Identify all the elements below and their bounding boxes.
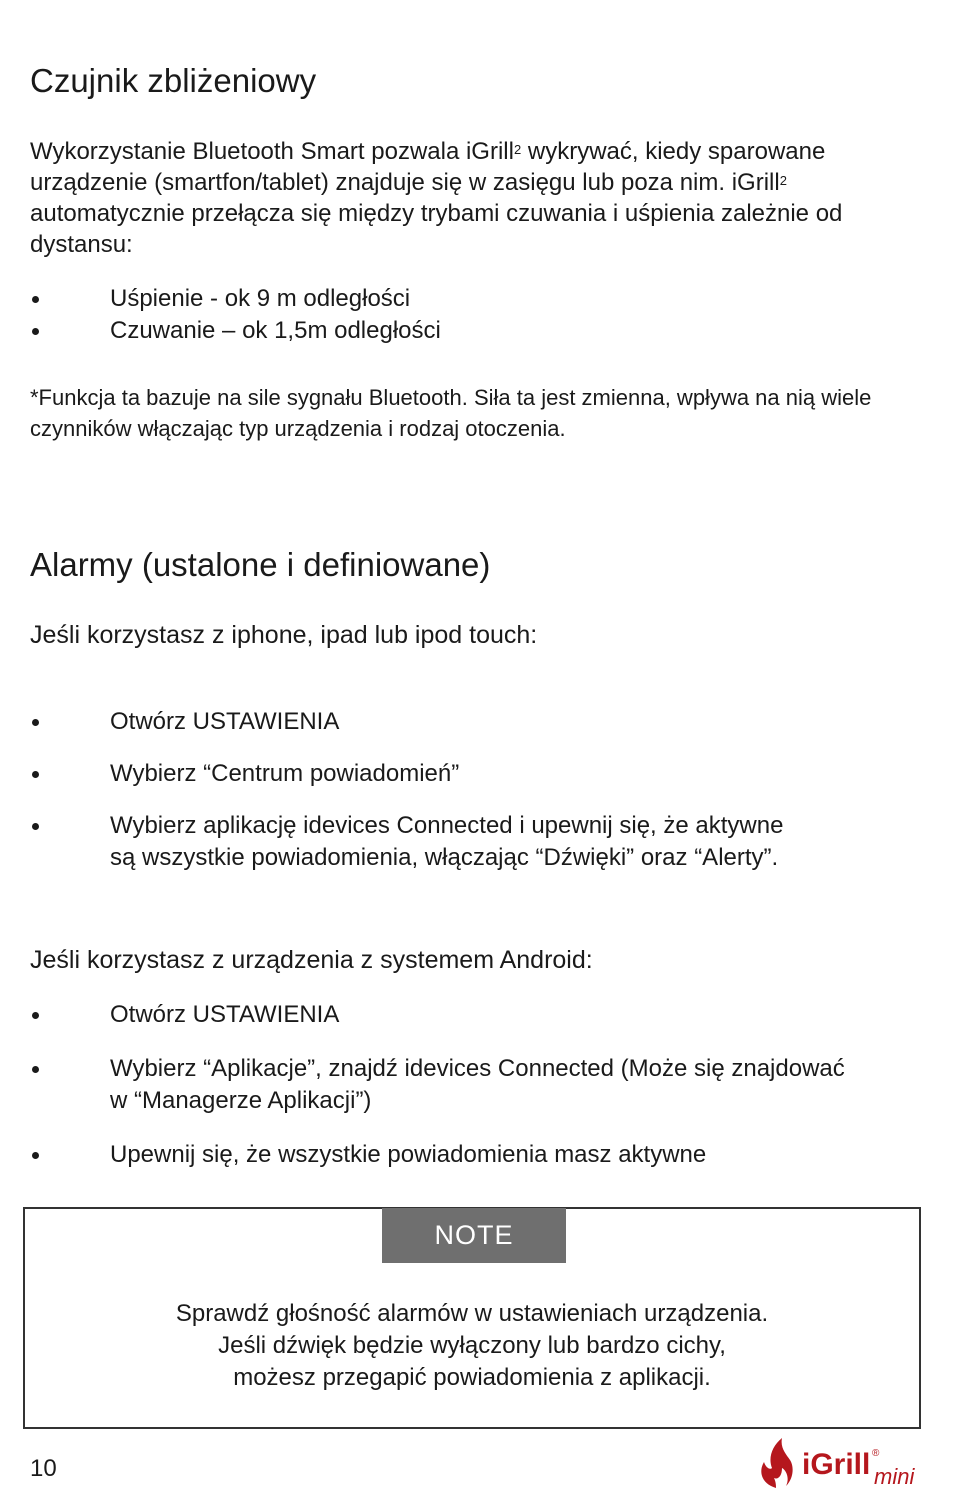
igrill-mini-logo	[756, 1432, 936, 1492]
list-item: Otwórz USTAWIENIA	[30, 999, 850, 1031]
page-number: 10	[30, 1455, 57, 1482]
list-item: Wybierz “Centrum powiadomień”	[30, 758, 850, 790]
note-line: możesz przegapić powiadomienia z aplikacji.	[233, 1364, 711, 1391]
footnote-paragraph: *Funkcja ta bazuje na sile sygnału Bluetooth. Siła ta jest zmienna, wpływa na nią wiele czynników włączając typ urządzenia i rodzaj otoczenia.	[30, 385, 872, 441]
logo-brand-text: iGrill	[802, 1448, 871, 1481]
list-item: Upewnij się, że wszystkie powiadomienia masz aktywne	[30, 1139, 850, 1171]
distance-list	[30, 283, 910, 347]
intro-sup-1: 2	[513, 142, 522, 157]
note-text	[60, 1298, 884, 1394]
note-line: Sprawdź głośność alarmów w ustawieniach urządzenia.	[175, 1300, 769, 1327]
logo-registered-mark: ®	[872, 1448, 880, 1459]
list-item: Wybierz “Aplikacje”, znajdź idevices Connected (Może się znajdować w “Managerze Aplikacji”)	[30, 1053, 850, 1117]
list-item: Czuwanie – ok 1,5m odległości	[30, 315, 910, 347]
flame-shape	[761, 1438, 792, 1488]
intro-sup-2: 2	[779, 173, 787, 188]
note-line: Jeśli dźwięk będzie wyłączony lub bardzo cichy,	[218, 1332, 726, 1359]
ios-steps-list	[30, 706, 850, 874]
note-badge: NOTE	[382, 1208, 566, 1263]
ios-heading: Jeśli korzystasz z iphone, ipad lub ipod touch:	[30, 621, 538, 649]
list-item: Otwórz USTAWIENIA	[30, 706, 850, 738]
flame-icon	[761, 1438, 792, 1488]
list-item: Wybierz aplikację idevices Connected i upewnij się, że aktywne są wszystkie powiadomienia, włączając “Dźwięki” oraz “Alerty”.	[30, 810, 850, 874]
logo-sub-text: mini	[874, 1464, 915, 1489]
intro-text-2: wykrywać, kiedy sparowane urządzenie (smartfon/tablet) znajduje się w zasięgu lub poza nim. iGrill	[30, 138, 826, 196]
intro-text-1: Wykorzystanie Bluetooth Smart pozwala iGrill	[30, 138, 514, 165]
section-title-proximity: Czujnik zbliżeniowy	[30, 62, 317, 99]
intro-paragraph	[30, 136, 910, 260]
intro-text-3: automatycznie przełącza się między trybami czuwania i uśpienia zależnie od dystansu:	[30, 200, 843, 258]
section-title-alarms: Alarmy (ustalone i definiowane)	[30, 546, 491, 583]
android-heading: Jeśli korzystasz z urządzenia z systemem Android:	[30, 946, 593, 974]
list-item: Uśpienie - ok 9 m odległości	[30, 283, 910, 315]
android-steps-list	[30, 999, 850, 1171]
